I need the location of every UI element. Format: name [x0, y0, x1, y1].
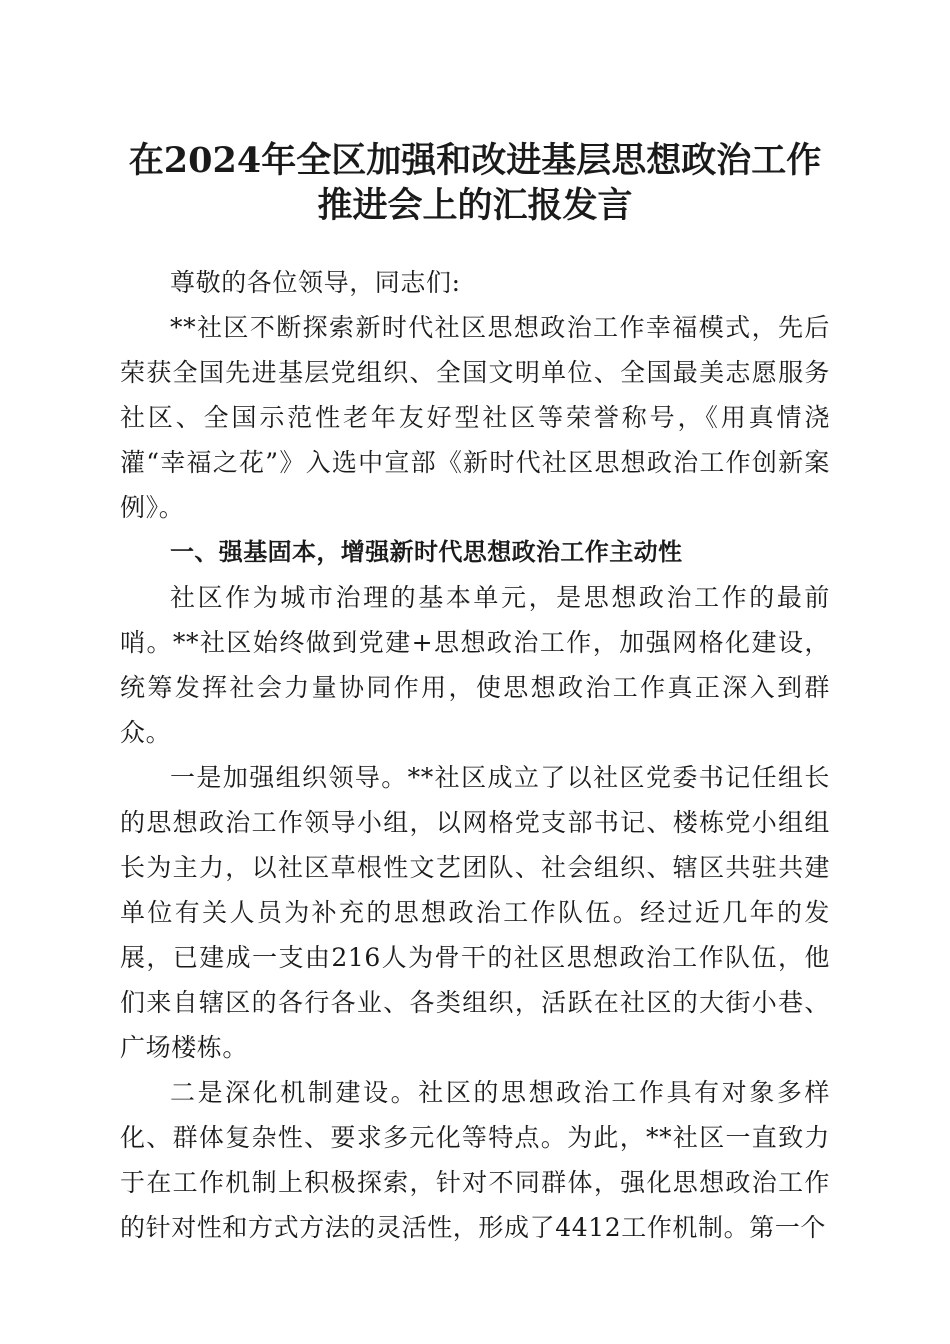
intro-paragraph: **社区不断探索新时代社区思想政治工作幸福模式，先后荣获全国先进基层党组织、全国文明单位、全国最美志愿服务社区、全国示范性老年友好型社区等荣誉称号，《用真情浇灌“幸福之花”》入选中宣部《新时代社区思想政治工作创新案例》。 — [120, 313, 830, 522]
title-line-1: 在2024年全区加强和改进基层思想政治工作 — [128, 140, 822, 181]
section-1-paragraph-1: 社区作为城市治理的基本单元，是思想政治工作的最前哨。**社区始终做到党建+思想政治工作，加强网格化建设，统筹发挥社会力量协同作用，使思想政治工作真正深入到群众。 — [120, 583, 830, 747]
section-1-paragraph-3: 二是深化机制建设。社区的思想政治工作具有对象多样化、群体复杂性、要求多元化等特点。为此，**社区一直致力于在工作机制上积极探索，针对不同群体，强化思想政治工作的针对性和方式方法的灵活性，形成了4412工作机制。第一个 — [120, 1078, 830, 1242]
salutation: 尊敬的各位领导，同志们: — [170, 268, 461, 297]
document-title — [120, 138, 830, 228]
title-line-2: 推进会上的汇报发言 — [317, 185, 633, 226]
section-1-heading: 一、强基固本，增强新时代思想政治工作主动性 — [170, 538, 683, 566]
document-body — [120, 260, 830, 1250]
document-page — [120, 138, 830, 1250]
section-1-paragraph-2: 一是加强组织领导。**社区成立了以社区党委书记任组长的思想政治工作领导小组，以网格党支部书记、楼栋党小组组长为主力，以社区草根性文艺团队、社会组织、辖区共驻共建单位有关人员为补充的思想政治工作队伍。经过近几年的发展，已建成一支由216人为骨干的社区思想政治工作队伍，他们来自辖区的各行各业、各类组织，活跃在社区的大街小巷、广场楼栋。 — [120, 763, 830, 1062]
